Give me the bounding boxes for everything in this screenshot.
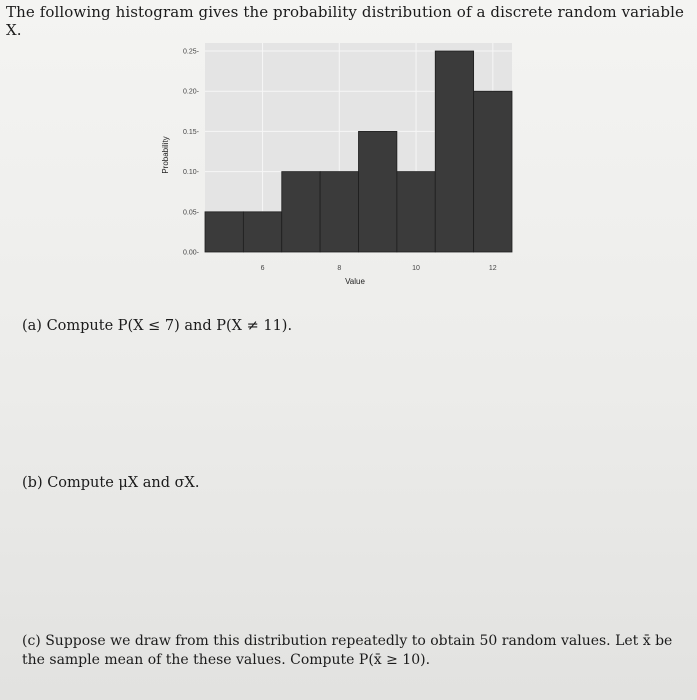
x-tick-label: 6 <box>260 265 265 272</box>
y-tick-label: 0.00- <box>183 249 199 257</box>
y-tick-label: 0.25- <box>183 48 199 56</box>
histogram-bar-x7 <box>282 172 320 252</box>
histogram-bar-x12 <box>474 91 512 252</box>
part-c-question: (c) Suppose we draw from this distribution repeatedly to obtain 50 random values. Let x̄ be the sample mean of the these values. Compute P(x̄ ≥ 10). <box>22 633 673 668</box>
histogram-bar-x6 <box>243 212 281 252</box>
y-tick-label: 0.10- <box>183 169 199 177</box>
x-tick-label: 8 <box>337 265 342 272</box>
x-axis-title: Value <box>345 277 365 286</box>
histogram-bar-x9 <box>359 131 397 252</box>
problem-intro: The following histogram gives the probability distribution of a discrete random variable X. <box>6 3 684 39</box>
part-a-question: (a) Compute P(X ≤ 7) and P(X ≠ 11). <box>22 318 293 334</box>
histogram-bar-x11 <box>435 51 473 252</box>
histogram-bar-x10 <box>397 172 435 252</box>
y-tick-label: 0.05- <box>183 209 199 217</box>
histogram-bar-x8 <box>320 172 358 252</box>
x-tick-label: 12 <box>488 265 497 272</box>
x-tick-label: 10 <box>412 265 420 272</box>
y-axis-title: Probability <box>161 136 170 174</box>
histogram-bar-x5 <box>205 212 243 252</box>
part-b-question: (b) Compute μX and σX. <box>22 475 200 491</box>
y-tick-label: 0.15- <box>183 128 199 136</box>
y-tick-label: 0.20- <box>183 88 199 96</box>
